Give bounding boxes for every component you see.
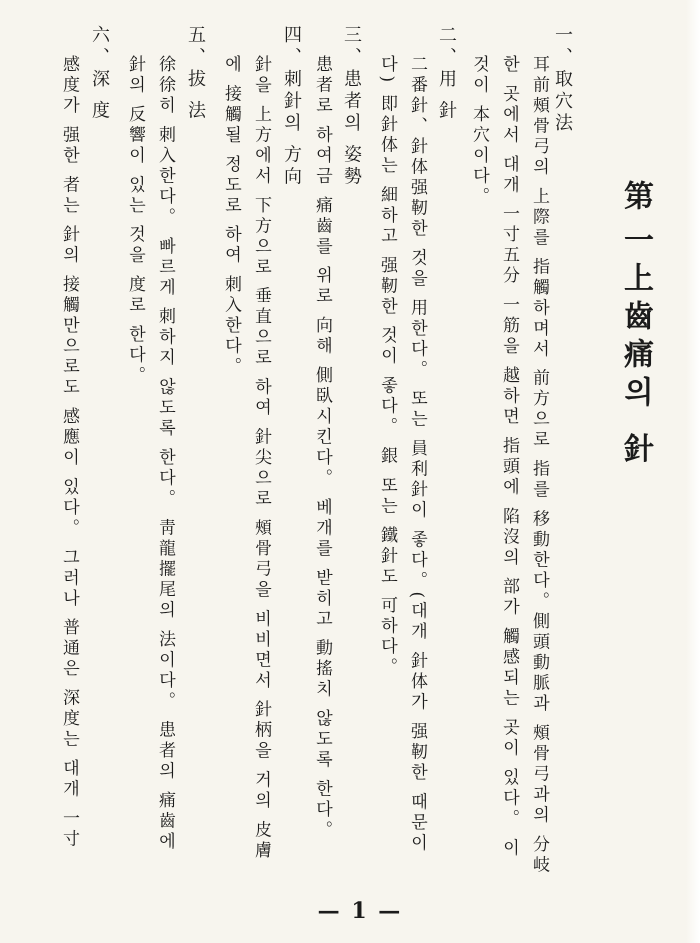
section-2-heading: 二、用 針	[436, 25, 457, 123]
section-4-line-2: 에 接觸될 정도로 하여 刺入한다。	[221, 55, 241, 378]
section-5-heading: 五、拔 法	[185, 25, 206, 123]
section-5-line-2: 針의 反響이 있는 것을 度로 한다。	[125, 55, 145, 387]
chapter-title: 上齒痛의 針	[618, 262, 653, 471]
section-1-heading: 一、取穴法	[552, 25, 573, 135]
scan-edge	[686, 0, 700, 943]
section-3-heading: 三、患者의 姿勢	[341, 25, 362, 189]
section-6-line-1: 感度가 强한 者는 針의 接觸만으로도 感應이 있다。 그러나 普通은 深度는 대개 一寸	[59, 55, 79, 850]
chapter-number: 第一	[618, 180, 653, 268]
section-5-line-1: 徐徐히 刺入한다。 빠르게 刺하지 않도록 한다。 靑龍擺尾의 法이다。 患者의 痛齒에	[155, 55, 175, 853]
section-1-line-3: 것이 本穴이다。	[469, 55, 489, 208]
section-1-line-2: 한 곳에서 대개 一寸五分 一筋을 越하면 指頭에 陷沒의 部가 觸感되는 곳이 있다。 이	[499, 55, 519, 859]
section-6-heading: 六、深 度	[89, 25, 110, 123]
section-4-heading: 四、刺針의 方向	[281, 25, 302, 189]
section-4-line-1: 針을 上方에서 下方으로 垂直으로 하여 針尖으로 頰骨弓을 비비면서 針柄을 거의 皮膚	[251, 55, 271, 862]
section-2-line-2: 다) 即針体는 細하고 强靭한 것이 좋다。 銀 또는 鐵針도 可하다。	[377, 55, 397, 679]
page-number: — 1 —	[317, 898, 403, 924]
section-1-line-1: 耳前頰骨弓의 上際를 指觸하며서 前方으로 指를 移動한다。側頭動脈과 頰骨弓과의 分岐	[529, 55, 549, 876]
section-3-line-1: 患者로 하여금 痛齒를 위로 向해 側臥시킨다。 베개를 받히고 動搖치 않도록 한다。	[312, 55, 332, 842]
section-2-line-1: 二番針、針体强靭한 것을 用한다。 또는 員利針이 좋다。(대개 針体가 强靭한 때문이	[407, 55, 427, 854]
